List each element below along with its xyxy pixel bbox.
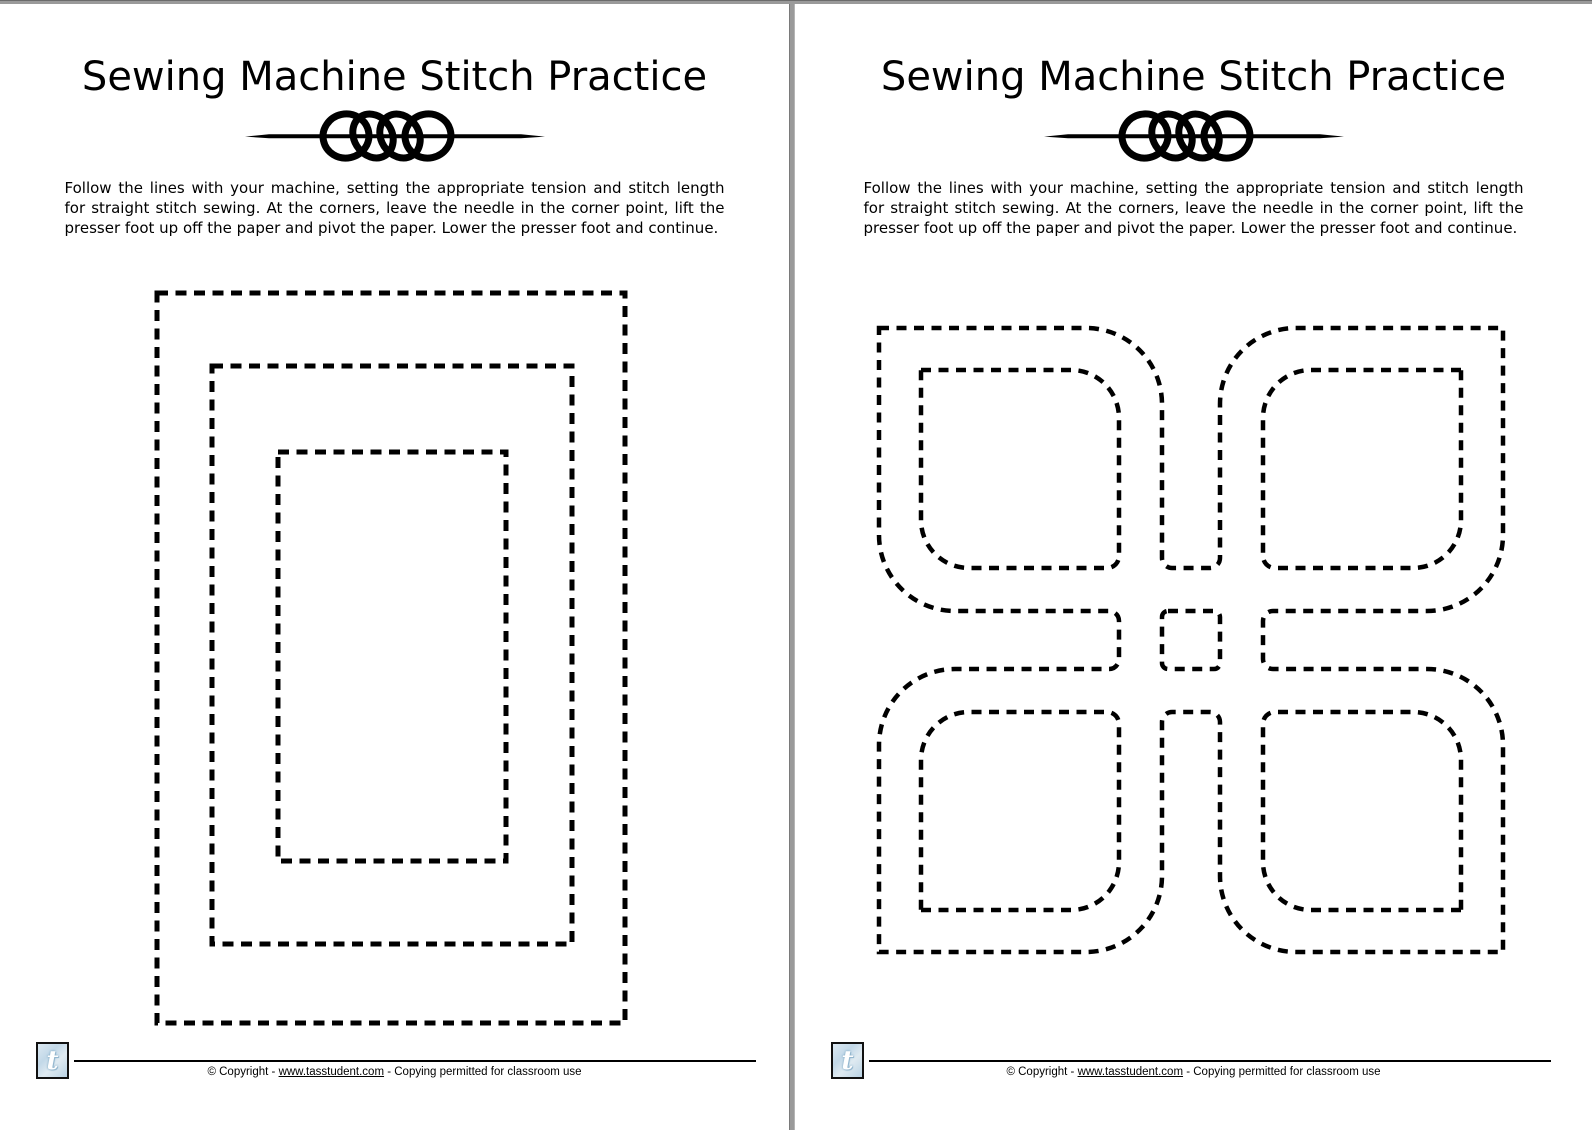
footer-rule bbox=[869, 1060, 1551, 1062]
footer-copyright bbox=[795, 1066, 1592, 1078]
page-title: Sewing Machine Stitch Practice bbox=[880, 54, 1507, 100]
copyright-prefix: © Copyright - bbox=[207, 1066, 279, 1078]
page-title: Sewing Machine Stitch Practice bbox=[81, 54, 708, 100]
copyright-suffix: - Copying permitted for classroom use bbox=[384, 1066, 582, 1078]
instructions-text: Follow the lines with your machine, setting the appropriate tension and stitch length for straight stitch sewing. At the corners, leave the needle in the corner point, lift the presser foot up off the paper and pivot the paper. Lower the presser foot and continue. bbox=[64, 179, 725, 237]
viewer-top-edge bbox=[0, 0, 1592, 4]
copyright-link[interactable]: www.tasstudent.com bbox=[1077, 1066, 1184, 1078]
footer-copyright bbox=[0, 1066, 789, 1078]
page-divider bbox=[789, 0, 795, 1130]
copyright-link[interactable]: www.tasstudent.com bbox=[278, 1066, 385, 1078]
rope-knot-divider-ornament bbox=[245, 108, 545, 162]
rope-knot-divider-ornament bbox=[1044, 108, 1344, 162]
logo-letter: t bbox=[841, 1046, 854, 1076]
copyright-suffix: - Copying permitted for classroom use bbox=[1183, 1066, 1381, 1078]
footer-rule bbox=[74, 1060, 756, 1062]
copyright-prefix: © Copyright - bbox=[1006, 1066, 1078, 1078]
instructions-text: Follow the lines with your machine, setting the appropriate tension and stitch length for straight stitch sewing. At the corners, leave the needle in the corner point, lift the presser foot up off the paper and pivot the paper. Lower the presser foot and continue. bbox=[863, 179, 1524, 237]
nested-rectangles-stitch-pattern bbox=[152, 288, 630, 1028]
page-2 bbox=[795, 0, 1592, 1130]
page-1 bbox=[0, 0, 789, 1130]
flower-motif-stitch-pattern bbox=[871, 320, 1511, 960]
logo-letter: t bbox=[46, 1046, 59, 1076]
